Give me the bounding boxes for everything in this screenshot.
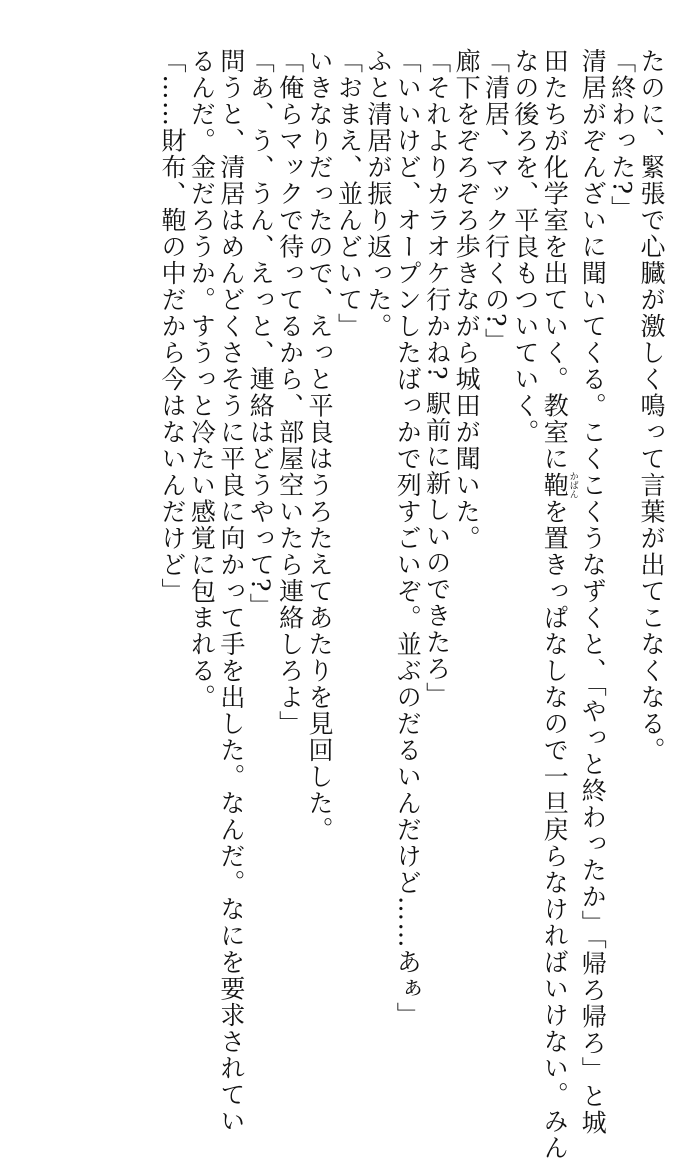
text-line: 「いいけど、オープンしたばっかで列すごいぞ。並ぶのだるいんだけど……あぁ」 [393, 48, 422, 1000]
text-line: 問うと、清居はめんどくさそうに平良に向かって手を出した。なんだ。なにを要求されてい [216, 48, 245, 1000]
ruby-word [540, 472, 569, 499]
text-line: 「あ、う、うん、えっと、連絡はどうやって?」 [246, 48, 275, 1000]
text-segment: 田たちが化学室を出ていく。教室に [540, 48, 569, 472]
text-line: ふと清居が振り返った。 [363, 48, 392, 1000]
ruby-base: 鞄 [540, 472, 569, 499]
ruby-reading: かばん [568, 472, 578, 499]
text-line: 「終わった?」 [607, 48, 636, 1000]
text-line: 廊下をぞろぞろ歩きながら城田が聞いた。 [452, 48, 481, 1000]
text-line: 「……財布、鞄の中だから今はないんだけど」 [158, 48, 187, 1000]
text-segment: を置きっぱなしなので一旦戻らなければいけない。みん [540, 499, 569, 1161]
text-line: たのに、緊張で心臓が激しく鳴って言葉が出てこなくなる。 [637, 48, 666, 1000]
text-line: 「清居、マック行くの?」 [481, 48, 510, 1000]
vertical-text-body [158, 48, 666, 1000]
text-line: 「おまえ、並んどいて」 [334, 48, 363, 1000]
text-line: るんだ。金だろうか。すうっと冷たい感覚に包まれる。 [187, 48, 216, 1000]
text-line: 「それよりカラオケ行かね? 駅前に新しいのできたろ」 [422, 48, 451, 1000]
text-line-with-ruby [540, 48, 578, 1000]
text-line: なの後ろを、平良もついていく。 [510, 48, 539, 1000]
text-line: 清居がぞんざいに聞いてくる。こくこくうなずくと、「やっと終わったか」「帰ろ帰ろ」と城 [578, 48, 607, 1000]
text-line: 「俺らマックで待ってるから、部屋空いたら連絡しろよ」 [275, 48, 304, 1000]
text-line: いきなりだったので、えっと平良はうろたえてあたりを見回した。 [305, 48, 334, 1000]
